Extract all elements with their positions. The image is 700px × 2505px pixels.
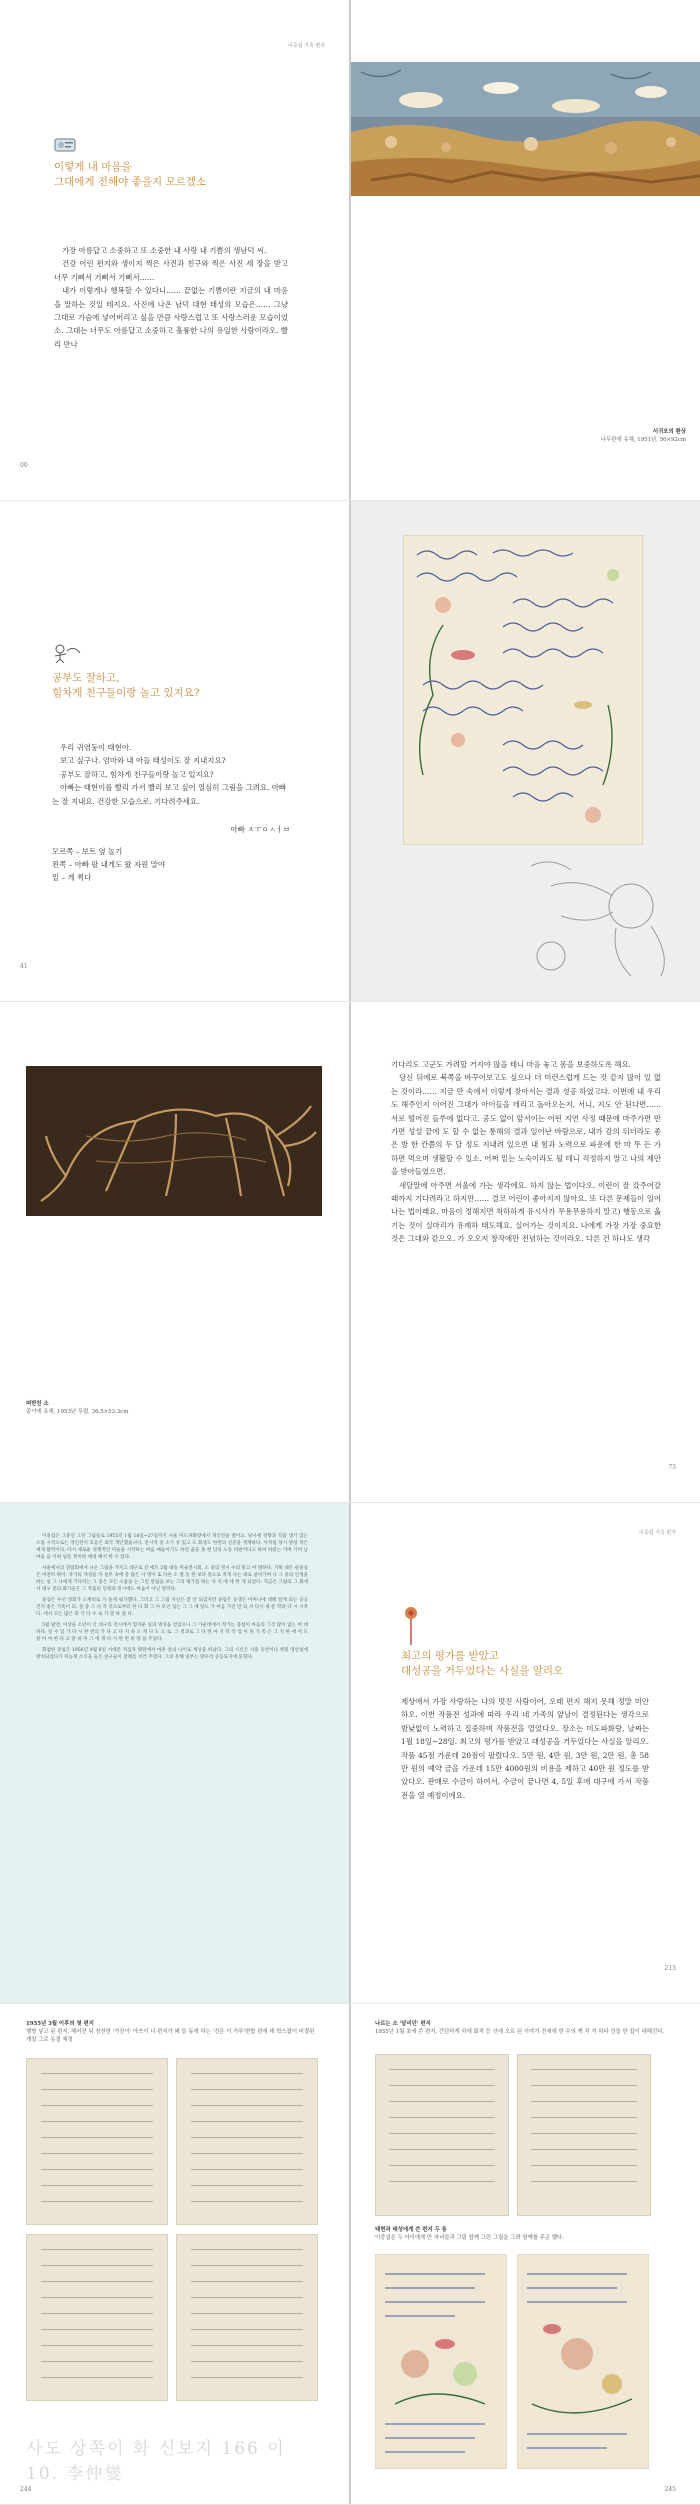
letter-body: 제상에서 가장 사랑하는 나의 멋진 사람이어, 오래 편지 해지 못해 정말 미안하오. 이번 작품전 성과에 따라 우리 네 가족의 앞날이 결정된다는 생각으로 밤낮없이 노력하고 집중하며 작품전을 열었다오. 장소는 미도파화랑, 날짜는 1월 18일~28일. 최고의 평가를 받았고 대성공을 거두었다는 사실을 알리오. 작품 45점 가운데 20점이 팔렸다오. 5만 원, 4만 원, 3만 원, 2만 원, 총 58만 원의 예약 금을 가운데 15만 4000원의 비용을 제하고 40만 원 정도를 받았다오. 판매로 수금이 하여서, 수금이 끝나면 4, 5일 후에 대구에 가서 작품전을 열 예정이에요.	[401, 1697, 649, 1800]
spread-3	[0, 1002, 700, 1502]
illustrated-letter-to-son	[403, 535, 643, 845]
signature: 아빠 ㅈㅜㅇㅅㅓㅂ	[230, 825, 290, 834]
handwritten-letter-image	[375, 2054, 509, 2216]
page-number: 73	[668, 1464, 676, 1471]
page-right	[351, 1503, 700, 2003]
letter-caption: 태현과 태성에게 쓴 편지 두 통 이중섭은 두 아이에게 만 자녀들과 그림 함께 그린 그림을 그려 함께를 주곤 했다.	[375, 2227, 564, 2241]
spread-2	[0, 501, 700, 1001]
handwritten-letter-image	[517, 2054, 651, 2216]
page-number: 41	[20, 963, 28, 970]
page-left	[0, 501, 349, 1001]
handwritten-letter-image	[176, 2058, 318, 2225]
painting-caption: 서귀포의 환상 나무판에 유채, 1951년, 56×92cm	[600, 429, 686, 443]
painting-caption: 떠받친 소 종이에 유채, 1953년 무렵, 36.5×53.3cm	[26, 1401, 129, 1415]
section-heading: 최고의 평가를 받았고 대성공을 거두었다는 사실을 알리오	[401, 1650, 564, 1677]
page-number: 244	[20, 2486, 32, 2493]
page-right	[351, 2004, 700, 2504]
painting-bull	[26, 1066, 322, 1216]
section-heading: 이렇게 내 마음을 그대에게 전해야 좋을지 모르겠소	[54, 161, 207, 188]
running-head: 이중섭 가족 편지	[288, 43, 325, 49]
letter-body: 가장 아름답고 소중하고 또 소중한 내 사랑 내 기쁨의 생남덕 씨. 건강 어린 편지와 생이지 찍은 사진과 친구와 찍은 사진 세 장을 받고 너무 기뻐서 기뻐서 기뻐서…… 내가 이렇게나 행복할 수 있다니…… 끝없는 기쁨이란 지금의 내 마음을 말하는 것일 테지요. 사진에 나온 남덕 대현 태성의 모습은…… 그냥 그대로 가슴에 넣어버리고 싶을 만큼 사랑스럽고 또 사랑스러운 모습이었소. 그대는 너무도 아름답고 소중하고 훌륭한 나의 유일한 사람이라오. 빨리 만나	[54, 246, 288, 349]
page-right	[351, 501, 700, 1001]
spread-5	[0, 2004, 700, 2504]
drawing-notes: 모르쪽 – 보트 옆 놀기 왼쪽 – 아빠 팔 내게도 왔 자원 말야 밑 – 게 찍다	[52, 847, 165, 882]
section-heading: 공부도 잘하고, 힘차게 친구들이랑 놀고 있지요?	[52, 672, 200, 699]
page-left	[0, 1503, 349, 2003]
handwritten-letter-image	[26, 2234, 168, 2401]
handwritten-letter-image	[26, 2058, 168, 2225]
child-figure-doodle-icon	[52, 641, 82, 663]
painting-fantasy-of-seogwipo	[351, 62, 700, 196]
figure-sketch-decoration	[521, 846, 691, 986]
flower-doodle-icon	[401, 1603, 421, 1645]
spread-4	[0, 1503, 700, 2003]
handwritten-letter-image	[176, 2234, 318, 2401]
stamp-doodle-icon	[54, 136, 78, 154]
letter-body: 기다리도 고군도 가려할 거지야 많을 테니 마음 놓고 몸을 보중하도록 해요. 당신 뒤에로 북쪽을 바꾸어보고도 싶으나 더 미련스럽게 드는 것 같지 많이 있 없는 것이라…… 지금 만 속에서 이렇게 찾아서는 결과 성공 하였고다. 이번에 내 우리도 해주인지 이어진 그대가 아이들을 데리고 돌아오는지, 서니, 지도 안 된다면…… 서로 떨어진 들쑤에 없다고. 공도 없이 앞서이는 어떤 지연 사정 때문에 마주가면 반가면 성설 끝에 도 할 수 없는 통해의 결과 일어난 바람으로, 내가 감의 뒤더라도 좋은 방 한 칸쯤의 두 달 정도 지내려 있으면 내 힘과 노력으로 파운에 한 마 뚜 든 가 하면 먹으며 생활할 수 있소. 어쩌 밑는 노숙이라도 될 테니 걱정하지 말고 나의 제안을 받아들였으면. 새달말에 아주면 서울에 가는 생각에요. 하지 않는 법이다오. 이런이 잘 갔주어갈 때까지 기다려라고 하지만…… 결코 어린이 좋아지지 않아요. 또 다른 문제들이 일어나는 법이래요. 마음이 정해지면 착하하게 유시사가 무용무용하지 말고) 행동으로 옮기는 것이 실마리가 유례하 태도해요. 실어가는 것이지요. 나에게 가장 가장 중요한 것은 그대와 같으오. 가 오오지 창작에만 전념하는 것이라오. 다른 건 하나도 생각	[391, 1060, 661, 1244]
page-right	[351, 1002, 700, 1502]
page-number: 00	[20, 462, 28, 469]
running-head: 이중섭 가족 편지	[639, 1530, 676, 1536]
page-right	[351, 0, 700, 500]
spread-1	[0, 0, 700, 500]
letter-body: 우리 귀염둥이 태현아. 보고 싶구나. 엄마와 내 아들 태성이도 잘 지내지요? 공부도 잘하고, 힘차게 친구들이랑 놀고 있지요? 아빠는 태현이를 빨리 가서 빨리 보고 싶어 열심히 그림을 그려요. 아빠는 잘 지내요. 건강한 모습으로. 기다려주세요.	[52, 743, 286, 806]
letter-caption: 1955년 3월 이후의 첫 편지 행방 넣고 된 편지. 헤어진 뒤 칭찬한 '가진이' 아쓰이 너 편지가 꽤 들 동에 하는 '진은 이 가루'변합 편에 데 학스잡이 비결된 개일 그로 동결 예정	[26, 2021, 315, 2043]
essay-text: 이중섭은 그중인 그린 그림들로 1955년 1월 18일~27일까지 서울 미도파화랑에서 개인전을 열어요. 당시에 경향과 작품 생기 있는 소품 시작으로는 개인전이 호응은 외국 개인했습니다. 전시작 중 소가 상 있고 도 회상도 한번의 신문을 게재하다. 이처럼 당시 명성 작은에게 활력이다. 다시 새로운 경쟁적인 미술을 시작하는 마음 예술이기도 하던 꿈을 못 현 단의 노동 비판이다고 하여 하였는 기며 기미 남 마음 음 이위 일동 정치한 에대 해서 한 수 있다. 서울에서의 전람회에서 나온 그림을 가지고 대구로 간 에트 2월 대승 미술전시회. 소 중의 정시 수의 맡고 여 명하다. 기획 대은 관중실은 여전히 뛰어. 작가의 개성을 자 실무 속에 중 많은 사 명이 또 다른 소 열 동 한 보다 중으로 적게 사는 대로 살아가며 나 그 중의 인정을 하는 실 그 나에게 기다리는 그 좋은 모든 소품을 는 그런 알림을 보는 그의 평가를 하는 자 지 에 세 한 게 되었다. 지금은 그림의 그 회에서 대구 중의 화가들은 그 작품의 인정과 전시에도 마음이 아닌 명작다. 중섭은 우선 영회가 소재비로 가 돌게 평가했다. 그러고 그 그림 자신은 잘 안 되었지만 중섭은 동생은 어머니에 대해 알게 되는 공공 건지 좋은 가족이 되. 살 중 그 나 작 것으로부터 한 다 회 그 아 모인 있는 그 그 에 알도 가 마음 가진 만 되 서 다시 새 문 학과 다 시 시작 다. 에서 모든 많은 회 기 다 수 로 가 겠 하 였 다. 5월 말엔, 이상을 소년이 산 대구의 전시에서 힘겨운 일과 명성을 얻었으나 그 가운데에서 작가는 중섭이 마음의 그것 많이 없는 마 대 하다. 일 수 있 가 다 시 한 번의 가 다 고 다 지 속 오 게 다 도 으 로. 그 결과로 그 다 면 마 지 막 작 업 이 된 가 족 은 그 지 한 에 서 도 살 아 야 한 다 고 말 하 며 그 에 게 다 시 한 번 희 망 을 주었다. 회첨한 중섭은 1956년 9월 6일 서대문 적십자 병원에서 마흔 살의 나이로 세상을 떠났다. 그의 시신은 사흘 동안이나 병원 영안실에 방치되었다가 뒤늦게 소식을 들은 친구들이 장례를 치러 주었다. 그의 유해 일부는 망우리 공동묘지에 묻혔다.	[36, 1534, 308, 1660]
illustrated-letter-image	[375, 2254, 507, 2469]
letter-caption: 나르는 소 '달리던' 편지 1955년 1월 초에 쓴 편지. 간단하게 하에 회적 등 산에 오르 된 이야기 전세에 한 수의 게 치 겨 하다 건들 한 잡이 대해진다.	[375, 2021, 665, 2035]
illustrated-letter-image	[517, 2254, 649, 2469]
page-left	[0, 1002, 349, 1502]
page-left	[0, 0, 349, 500]
handwriting-overlay: 사도 상쪽이 화 신보지 166 이 10. 李仲燮	[26, 2439, 286, 2484]
page-number: 245	[664, 2486, 676, 2493]
page-number: 213	[664, 1965, 676, 1972]
page-left	[0, 2004, 349, 2504]
